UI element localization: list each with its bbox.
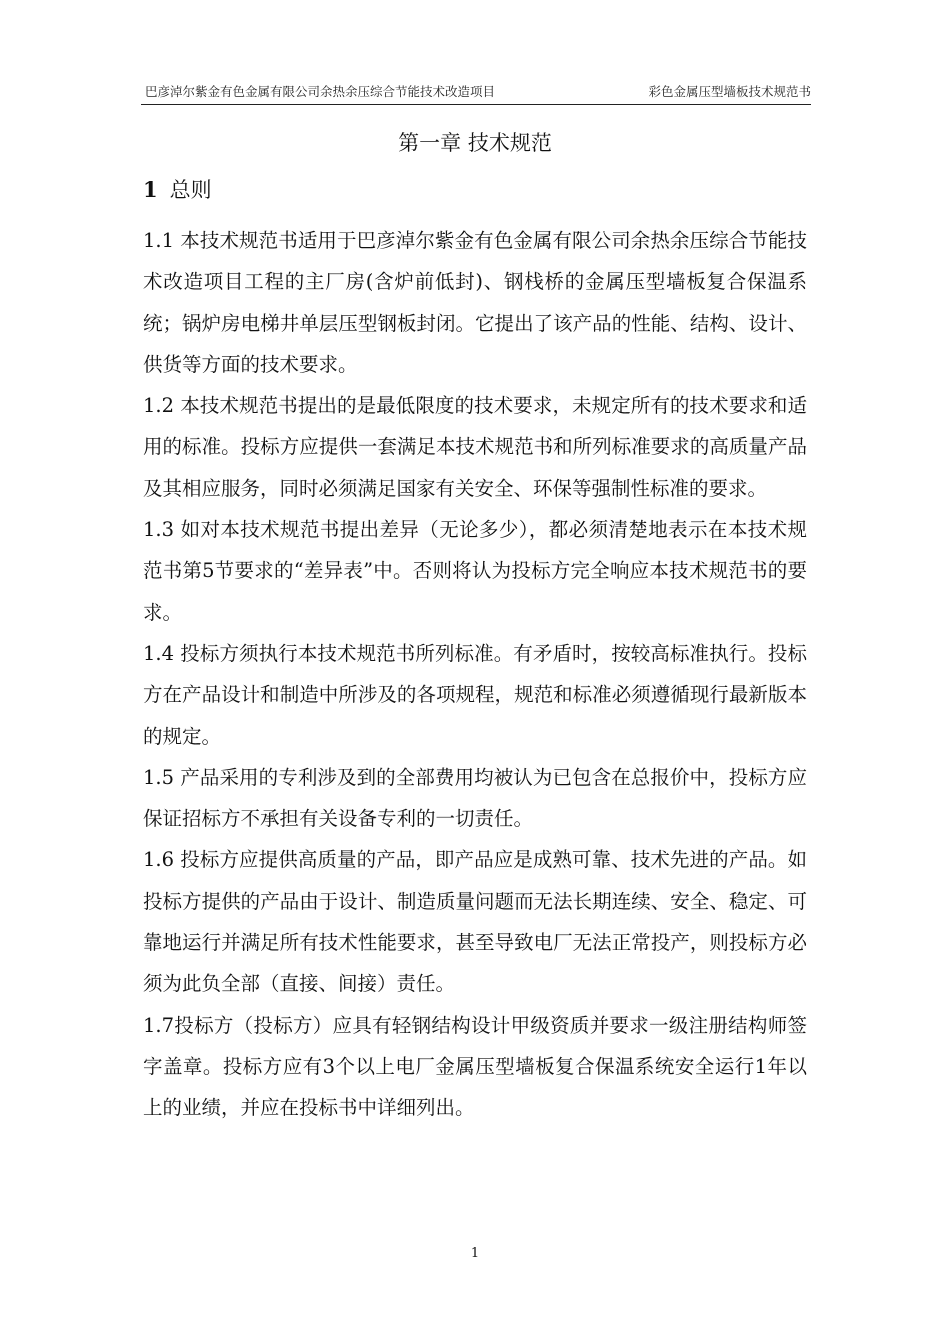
section-number: 1: [143, 177, 158, 202]
header-project-name: 巴彦淖尔紫金有色金属有限公司余热余压综合节能技术改造项目: [145, 84, 496, 99]
page-number: 1: [470, 1246, 480, 1261]
section-heading: [143, 175, 212, 205]
paragraph-1-3: 1.3 如对本技术规范书提出差异（无论多少），都必须清楚地表示在本技术规范书第5节要求的“差异表”中。否则将认为投标方完全响应本技术规范书的要求。: [143, 518, 807, 624]
body-text: [143, 220, 807, 1129]
paragraph-1-7: 1.7投标方（投标方）应具有轻钢结构设计甲级资质并要求一级注册结构师签字盖章。投标方应有3个以上电厂金属压型墙板复合保温系统安全运行1年以上的业绩，并应在投标书中详细列出。: [143, 1013, 807, 1120]
paragraph-1-5: 1.5 产品采用的专利涉及到的全部费用均被认为已包含在总报价中，投标方应保证招标方不承担有关设备专利的一切责任。: [143, 765, 807, 831]
paragraph-1-6: 1.6 投标方应提供高质量的产品，即产品应是成熟可靠、技术先进的产品。如投标方提供的产品由于设计、制造质量问题而无法长期连续、安全、稳定、可靠地运行并满足所有技术性能要求，甚至导致电厂无法正常投产，则投标方必须为此负全部（直接、间接）责任。: [143, 848, 807, 996]
chapter-title: 第一章 技术规范: [398, 131, 552, 155]
paragraph-1-1: 1.1 本技术规范书适用于巴彦淖尔紫金有色金属有限公司余热余压综合节能技术改造项目工程的主厂房(含炉前低封)、钢栈桥的金属压型墙板复合保温系统；锅炉房电梯井单层压型钢板封闭。它提出了该产品的性能、结构、设计、供货等方面的技术要求。: [143, 229, 807, 376]
section-title: 总则: [169, 178, 212, 202]
paragraph-1-4: 1.4 投标方须执行本技术规范书所列标准。有矛盾时，按较高标准执行。投标方在产品设计和制造中所涉及的各项规程，规范和标准必须遵循现行最新版本的规定。: [143, 641, 807, 748]
page-header: [141, 84, 811, 105]
header-document-title: 彩色金属压型墙板技术规范书: [648, 84, 811, 99]
paragraph-1-2: 1.2 本技术规范书提出的是最低限度的技术要求，未规定所有的技术要求和适用的标准。投标方应提供一套满足本技术规范书和所列标准要求的高质量产品及其相应服务，同时必须满足国家有关安全、环保等强制性标准的要求。: [143, 394, 807, 500]
